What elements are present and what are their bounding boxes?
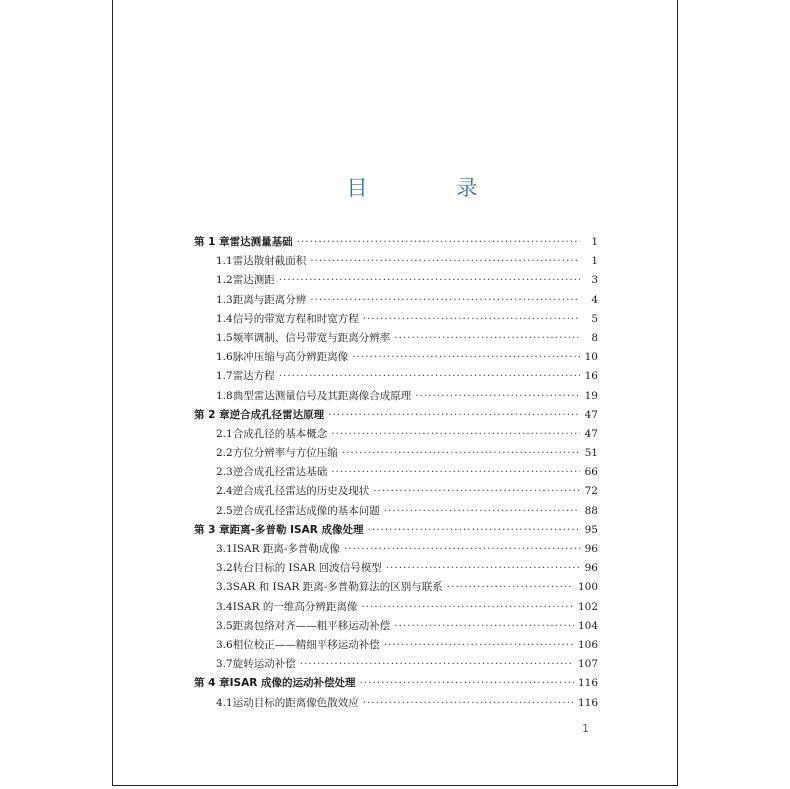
dot-leader <box>310 255 580 267</box>
toc-entry-title: 旋转运动补偿 <box>232 658 296 671</box>
toc-section-row[interactable] <box>194 656 598 675</box>
toc-section-row[interactable] <box>194 445 598 464</box>
toc-entry-title: 运动目标的距离像色散效应 <box>232 696 359 709</box>
dot-leader <box>361 601 574 613</box>
page-number: 1 <box>582 722 589 735</box>
toc-section-row[interactable] <box>194 464 598 483</box>
dot-leader <box>300 658 574 670</box>
toc-section-row[interactable] <box>194 560 598 579</box>
toc-chapter-row[interactable] <box>194 407 598 426</box>
toc-section-row[interactable] <box>194 637 598 656</box>
toc-entry-title: 脉冲压缩与高分辨距离像 <box>232 351 349 364</box>
toc-entry-page: 66 <box>584 466 598 479</box>
dot-leader <box>394 620 574 632</box>
toc-entry-title: 雷达方程 <box>232 370 275 383</box>
toc-section-row[interactable] <box>194 483 598 502</box>
toc-chapter-row[interactable] <box>194 675 598 694</box>
toc-entry-number: 3.3 <box>216 581 233 594</box>
toc-entry-page: 100 <box>577 581 598 594</box>
toc-entry-number: 1.1 <box>216 255 233 268</box>
toc-entry-page: 3 <box>591 274 598 287</box>
toc-entry-page: 1 <box>591 236 598 248</box>
toc-section-row[interactable] <box>194 253 598 272</box>
toc-entry-title: 频率调制、信号带宽与距离分辨率 <box>232 331 391 344</box>
toc-entry-title: 方位分辨率与方位压缩 <box>232 447 338 460</box>
toc-section-row[interactable] <box>194 579 598 598</box>
toc-entry-title: 雷达测距 <box>232 274 275 287</box>
toc-entry-page: 4 <box>591 293 598 306</box>
toc-section-row[interactable] <box>194 599 598 618</box>
toc-section-row[interactable] <box>194 311 598 330</box>
toc-entry-number: 1.5 <box>216 331 233 344</box>
toc-entry-number: 2.4 <box>216 485 233 498</box>
toc-section-row[interactable] <box>194 695 598 714</box>
toc-entry-number: 第 1 章 <box>194 236 230 248</box>
toc-entry-number: 2.2 <box>216 447 233 460</box>
dot-leader <box>363 697 574 709</box>
dot-leader <box>394 332 580 344</box>
toc-section-row[interactable] <box>194 426 598 445</box>
toc-entry-title: 逆合成孔径雷达的历史及现状 <box>232 485 370 498</box>
toc-entry-page: 19 <box>584 389 598 402</box>
toc-entry-page: 106 <box>577 638 598 651</box>
toc-entry-page: 47 <box>584 408 598 421</box>
dot-leader <box>328 409 580 421</box>
toc-entry-page: 95 <box>584 523 598 536</box>
dot-leader <box>297 236 580 248</box>
dot-leader <box>359 677 573 689</box>
toc-entry-title: 相位校正——精细平移运动补偿 <box>232 638 380 651</box>
toc-entry-number: 1.7 <box>216 370 233 383</box>
toc-section-row[interactable] <box>194 349 598 368</box>
toc-section-row[interactable] <box>194 272 598 291</box>
toc-entry-number: 3.2 <box>216 562 233 575</box>
toc-entry-number: 1.8 <box>216 389 233 402</box>
toc-section-row[interactable] <box>194 388 598 407</box>
toc-section-row[interactable] <box>194 368 598 387</box>
dot-leader <box>344 543 580 555</box>
dot-leader <box>386 562 580 574</box>
dot-leader <box>331 466 580 478</box>
toc-entry-number: 1.6 <box>216 351 233 364</box>
toc-entry-title: ISAR 距离-多普勒成像 <box>232 543 340 555</box>
dot-leader <box>373 485 580 497</box>
toc-section-row[interactable] <box>194 541 598 560</box>
toc-entry-page: 96 <box>584 562 598 575</box>
toc-entry-number: 4.1 <box>216 696 233 709</box>
dot-leader <box>363 313 580 325</box>
toc-entry-page: 47 <box>584 427 598 440</box>
toc-entry-number: 1.3 <box>216 293 233 306</box>
toc-entry-number: 第 3 章 <box>194 523 230 536</box>
toc-entry-title: ISAR 的一维高分辨距离像 <box>232 600 358 613</box>
toc-entry-title: 逆合成孔径雷达基础 <box>232 466 328 479</box>
page-title: 目 录 <box>346 176 512 200</box>
dot-leader <box>342 447 580 459</box>
toc-section-row[interactable] <box>194 503 598 522</box>
toc-chapter-row[interactable] <box>194 234 598 253</box>
toc-entry-title: 雷达测量基础 <box>229 236 293 248</box>
toc-entry-number: 2.5 <box>216 504 233 517</box>
toc-entry-title: 距离与距离分辨 <box>232 293 307 306</box>
toc-entry-title: 距离-多普勒 ISAR 成像处理 <box>229 523 364 536</box>
toc-entry-page: 116 <box>577 677 598 690</box>
toc-entry-title: 距离包络对齐——粗平移运动补偿 <box>232 619 391 632</box>
dot-leader <box>447 581 574 593</box>
toc-entry-title: 逆合成孔径雷达成像的基本问题 <box>232 504 380 517</box>
toc-entry-title: 转台目标的 ISAR 回波信号模型 <box>232 562 382 575</box>
toc-entry-title: 雷达散射截面积 <box>232 255 307 268</box>
toc-entry-page: 104 <box>577 619 598 632</box>
dot-leader <box>384 505 580 517</box>
toc-entry-number: 3.7 <box>216 658 233 671</box>
toc-entry-number: 2.1 <box>216 427 233 440</box>
toc-entry-page: 51 <box>584 447 598 460</box>
toc-section-row[interactable] <box>194 618 598 637</box>
toc-entry-title: SAR 和 ISAR 距离-多普勒算法的区别与联系 <box>232 581 443 594</box>
dot-leader <box>415 390 580 402</box>
toc-entry-page: 16 <box>584 370 598 383</box>
table-of-contents <box>194 234 598 714</box>
toc-entry-number: 3.1 <box>216 543 233 555</box>
toc-entry-number: 第 4 章 <box>194 677 230 690</box>
toc-entry-page: 96 <box>584 543 598 555</box>
toc-entry-page: 72 <box>584 485 598 498</box>
toc-entry-page: 8 <box>591 331 598 344</box>
toc-section-row[interactable] <box>194 330 598 349</box>
toc-entry-title: 信号的带宽方程和时宽方程 <box>232 312 359 325</box>
toc-chapter-row[interactable] <box>194 522 598 541</box>
dot-leader <box>279 370 580 382</box>
dot-leader <box>279 274 580 286</box>
dot-leader <box>384 639 574 651</box>
dot-leader <box>352 351 580 363</box>
toc-entry-number: 第 2 章 <box>194 408 230 421</box>
toc-entry-page: 10 <box>584 351 598 364</box>
dot-leader <box>310 294 580 306</box>
toc-entry-title: 逆合成孔径雷达原理 <box>229 408 325 421</box>
toc-entry-title: ISAR 成像的运动补偿处理 <box>229 677 356 690</box>
dot-leader <box>367 524 580 536</box>
toc-entry-page: 88 <box>584 504 598 517</box>
toc-entry-page: 102 <box>577 600 598 613</box>
toc-entry-title: 典型雷达测量信号及其距离像合成原理 <box>232 389 412 402</box>
toc-entry-page: 5 <box>591 312 598 325</box>
toc-entry-page: 116 <box>577 696 598 709</box>
toc-entry-page: 1 <box>591 255 598 268</box>
toc-entry-number: 1.2 <box>216 274 233 287</box>
toc-section-row[interactable] <box>194 292 598 311</box>
toc-entry-number: 3.4 <box>216 600 233 613</box>
toc-entry-title: 合成孔径的基本概念 <box>232 427 328 440</box>
toc-entry-number: 3.5 <box>216 619 233 632</box>
dot-leader <box>331 428 580 440</box>
toc-entry-number: 2.3 <box>216 466 233 479</box>
toc-entry-page: 107 <box>577 658 598 671</box>
toc-entry-number: 1.4 <box>216 312 233 325</box>
toc-entry-number: 3.6 <box>216 638 233 651</box>
